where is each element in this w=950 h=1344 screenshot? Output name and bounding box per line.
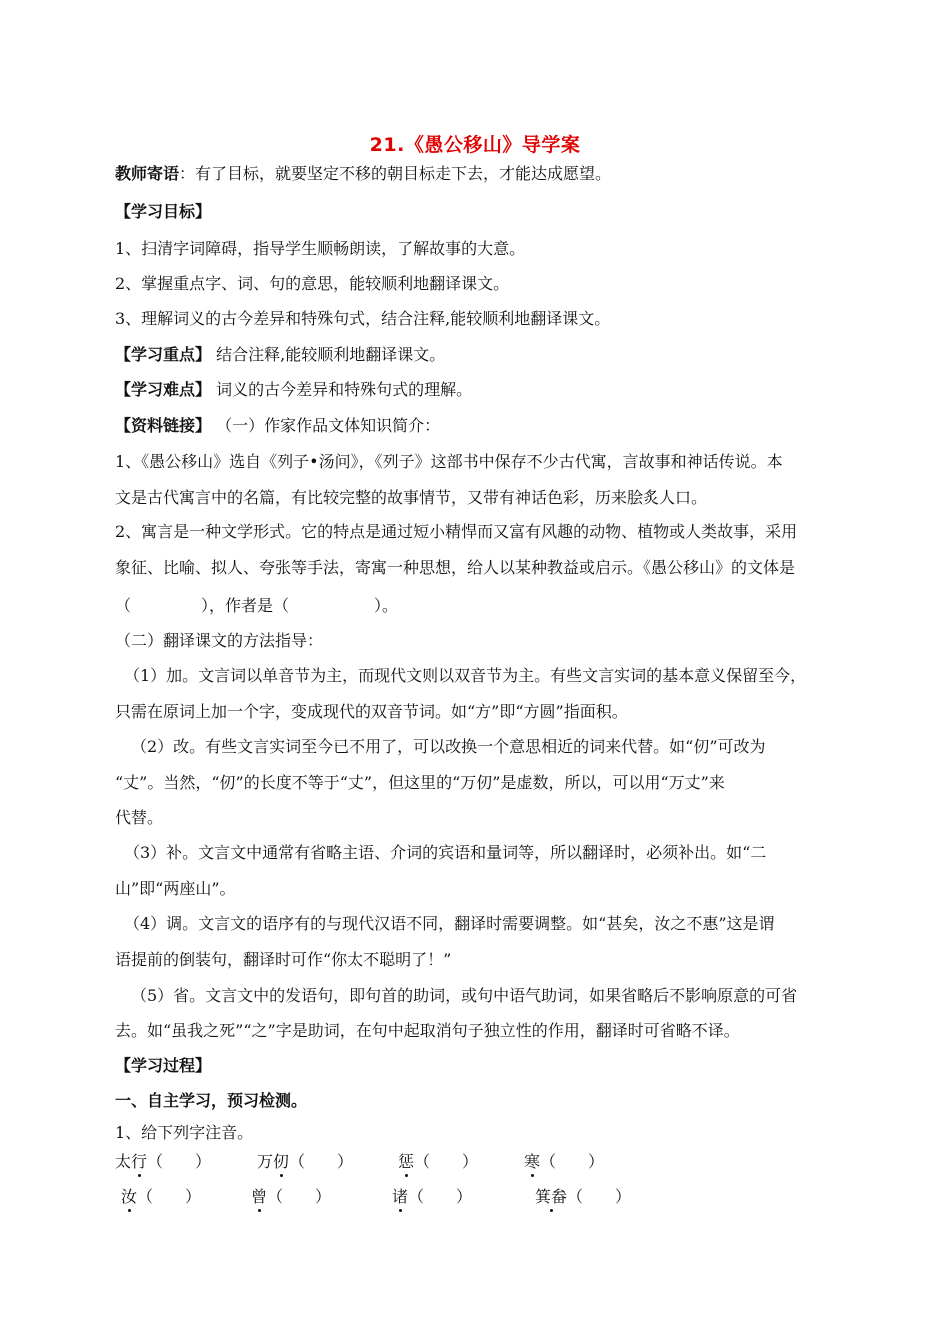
pinyin-item (115, 1152, 211, 1172)
word-char: 太 (115, 1152, 132, 1171)
pinyin-item (398, 1152, 478, 1172)
paragraph-line: 象征、比喻、拟人、夸张等手法，寄寓一种思想，给人以某种教益或启示。《愚公移山》的文体是 (115, 558, 796, 577)
focus-row (115, 345, 445, 365)
paragraph-line: 2、寓言是一种文学形式。它的特点是通过短小精悍而又富有风趣的动物、植物或人类故事，采用 (115, 522, 798, 541)
blank-author-text: ），作者是（ (201, 596, 290, 615)
pinyin-blank[interactable]: （ ） (147, 1152, 212, 1171)
dotted-char: 诸 (392, 1187, 409, 1206)
pinyin-blank[interactable]: （ ） (137, 1187, 202, 1206)
blank-close: ）。 (374, 596, 399, 615)
pinyin-item (392, 1187, 472, 1207)
resources-sub1: （一）作家作品文体知识简介： (216, 416, 441, 435)
pinyin-blank[interactable]: （ ） (540, 1152, 605, 1171)
teacher-message-text: ：有了目标，就要坚定不移的朝目标走下去，才能达成愿望。 (179, 164, 612, 183)
dotted-char: 曾 (251, 1187, 268, 1206)
method-line: 山”即“两座山”。 (115, 879, 236, 898)
difficulty-text: 词义的古今差异和特殊句式的理解。 (216, 380, 473, 399)
focus-heading: 【学习重点】 (115, 345, 212, 364)
method-line: （1）加。文言词以单音节为主，而现代文则以双音节为主。有些文言实词的基本意义保留至今， (124, 666, 807, 685)
dotted-char: 惩 (398, 1152, 415, 1171)
dotted-char: 仞 (273, 1152, 290, 1171)
process-heading: 【学习过程】 (115, 1056, 212, 1075)
teacher-message-label: 教师寄语 (115, 164, 180, 183)
method-line: 只需在原词上加一个字，变成现代的双音节词。如“方”即“方圆”指面积。 (115, 702, 628, 721)
focus-text: 结合注释,能较顺利地翻译课文。 (216, 345, 446, 364)
method-line: 代替。 (115, 808, 164, 827)
dotted-char: 寒 (524, 1152, 541, 1171)
pinyin-blank[interactable]: （ ） (567, 1187, 632, 1206)
objective-item: 2、掌握重点字、词、句的意思，能较顺利地翻译课文。 (115, 274, 510, 293)
pinyin-item (524, 1152, 604, 1172)
blank-open: （ (115, 596, 132, 615)
page-title: 21.《愚公移山》导学案 (369, 134, 581, 156)
difficulty-row (115, 380, 472, 400)
resources-sub2: （二）翻译课文的方法指导： (115, 631, 324, 650)
pinyin-item (257, 1152, 353, 1172)
pinyin-item (251, 1187, 331, 1207)
pinyin-blank[interactable]: （ ） (267, 1187, 332, 1206)
dotted-char: 箕畚 (535, 1187, 568, 1206)
teacher-message (115, 164, 611, 184)
paragraph-line: 文是古代寓言中的名篇，有比较完整的故事情节，又带有神话色彩，历来脍炙人口。 (115, 488, 708, 507)
method-line: （3）补。文言文中通常有省略主语、介词的宾语和量词等，所以翻译时，必须补出。如“二 (124, 843, 767, 862)
section-heading: 一、自主学习，预习检测。 (115, 1091, 308, 1110)
dotted-char: 行 (131, 1152, 148, 1171)
question-prompt: 1、给下列字注音。 (115, 1123, 254, 1142)
pinyin-item (121, 1187, 201, 1207)
method-line: （2）改。有些文言实词至今已不用了，可以改换一个意思相近的词来代替。如“仞”可改为 (131, 737, 766, 756)
paragraph-line: 1、《愚公移山》选自《列子•汤问》，《列子》这部书中保存不少古代寓，言故事和神话传说。本 (115, 452, 783, 471)
resources-heading: 【资料链接】 (115, 416, 212, 435)
difficulty-heading: 【学习难点】 (115, 380, 212, 399)
method-line: 去。如“虽我之死”“之”字是助词，在句中起取消句子独立性的作用，翻译时可省略不译。 (115, 1021, 740, 1040)
objective-item: 3、理解词义的古今差异和特殊句式，结合注释,能较顺利地翻译课文。 (115, 309, 611, 328)
method-line: 语提前的倒装句，翻译时可作“你太不聪明了！” (115, 950, 452, 969)
objectives-heading: 【学习目标】 (115, 202, 212, 221)
resources-row (115, 416, 440, 436)
fill-blank-line (115, 596, 398, 616)
word-char: 万 (257, 1152, 274, 1171)
pinyin-blank[interactable]: （ ） (414, 1152, 479, 1171)
pinyin-blank[interactable]: （ ） (289, 1152, 354, 1171)
method-line: “丈”。当然，“仞”的长度不等于“丈”，但这里的“万仞”是虚数，所以，可以用“万丈”来 (115, 773, 725, 792)
pinyin-item (535, 1187, 631, 1207)
method-line: （5）省。文言文中的发语句，即句首的助词，或句中语气助词，如果省略后不影响原意的可省 (131, 986, 798, 1005)
objective-item: 1、扫清字词障碍，指导学生顺畅朗读，了解故事的大意。 (115, 239, 526, 258)
pinyin-blank[interactable]: （ ） (408, 1187, 473, 1206)
method-line: （4）调。文言文的语序有的与现代汉语不同，翻译时需要调整。如“甚矣，汝之不惠”这是谓 (124, 914, 775, 933)
dotted-char: 汝 (121, 1187, 138, 1206)
